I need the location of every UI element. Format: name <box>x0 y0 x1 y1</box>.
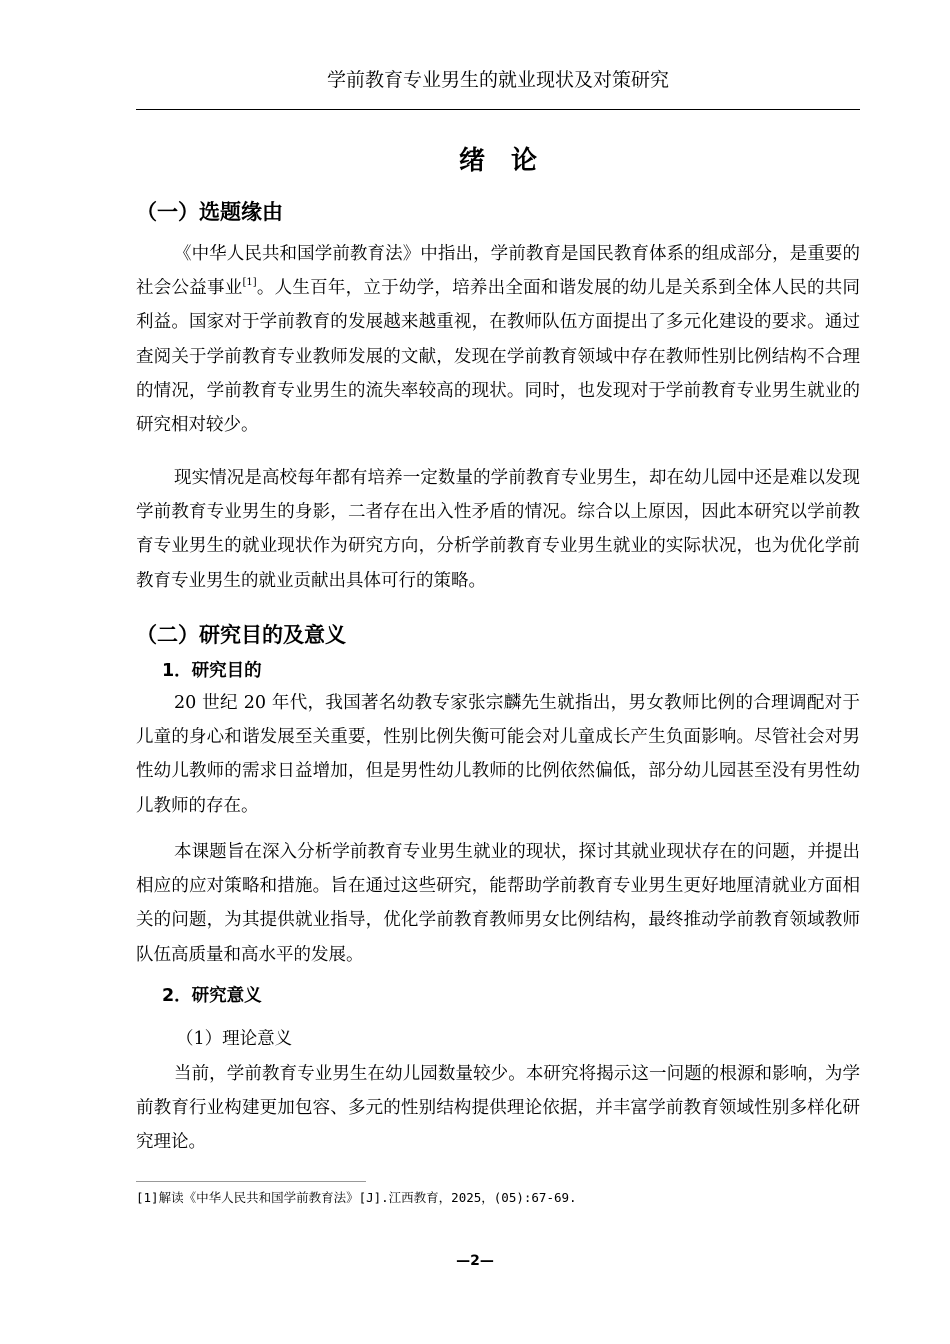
paragraph-purpose-2: 本课题旨在深入分析学前教育专业男生就业的现状，探讨其就业现状存在的问题，并提出相应的应对策略和措施。旨在通过这些研究，能帮助学前教育专业男生更好地厘清就业方面相关的问题，为其提供就业指导，优化学前教育教师男女比例结构，最终推动学前教育领域教师队伍高质量和高水平的发展。 <box>136 842 860 965</box>
subheading-research-significance: 2．研究意义 <box>162 986 262 1006</box>
paragraph-purpose-1: 20 世纪 20 年代，我国著名幼教专家张宗麟先生就指出，男女教师比例的合理调配对于儿童的身心和谐发展至关重要，性别比例失衡可能会对儿童成长产生负面影响。尽管社会对男性幼儿教师的需求日益增加，但是男性幼儿教师的比例依然偏低，部分幼儿园甚至没有男性幼儿教师的存在。 <box>136 693 860 816</box>
paragraph-text: 《中华人民共和国学前教育法》中指出，学前教育是国民教育体系的组成部分，是重要的社会公益事业 <box>136 244 860 299</box>
paragraph-text: 。人生百年，立于幼学，培养出全面和谐发展的幼儿是关系到全体人民的共同利益。国家对于学前教育的发展越来越重视，在教师队伍方面提出了多元化建设的要求。通过查阅关于学前教育专业教师发展的文献，发现在学前教育领域中存在教师性别比例结构不合理的情况，学前教育专业男生的流失率较高的现状。同时，也发现对于学前教育专业男生就业的研究相对较少。 <box>136 278 861 436</box>
footnote-divider <box>136 1181 366 1182</box>
footnote: [1]解读《中华人民共和国学前教育法》[J].江西教育，2025，(05):67-69. <box>136 1190 577 1205</box>
section-heading-purpose-significance: （二）研究目的及意义 <box>136 623 346 647</box>
page-number: —2— <box>456 1253 494 1269</box>
subheading-theoretical-significance: （1）理论意义 <box>176 1029 293 1049</box>
paragraph-topic-reason-2: 现实情况是高校每年都有培养一定数量的学前教育专业男生，却在幼儿园中还是难以发现学前教育专业男生的身影，二者存在出入性矛盾的情况。综合以上原因，因此本研究以学前教育专业男生的就业现状作为研究方向，分析学前教育专业男生就业的实际状况，也为优化学前教育专业男生的就业贡献出具体可行的策略。 <box>136 468 860 591</box>
header-divider <box>136 109 860 110</box>
paragraph-theoretical-significance: 当前，学前教育专业男生在幼儿园数量较少。本研究将揭示这一问题的根源和影响，为学前教育行业构建更加包容、多元的性别结构提供理论依据，并丰富学前教育领域性别多样化研究理论。 <box>136 1064 860 1153</box>
running-header: 学前教育专业男生的就业现状及对策研究 <box>326 69 669 91</box>
footnote-reference: [1] <box>242 277 257 289</box>
paragraph-topic-reason-1 <box>136 237 860 442</box>
section-heading-topic-reason: （一）选题缘由 <box>136 200 283 224</box>
chapter-title: 绪论 <box>458 146 563 176</box>
subheading-research-purpose: 1．研究目的 <box>162 661 262 681</box>
